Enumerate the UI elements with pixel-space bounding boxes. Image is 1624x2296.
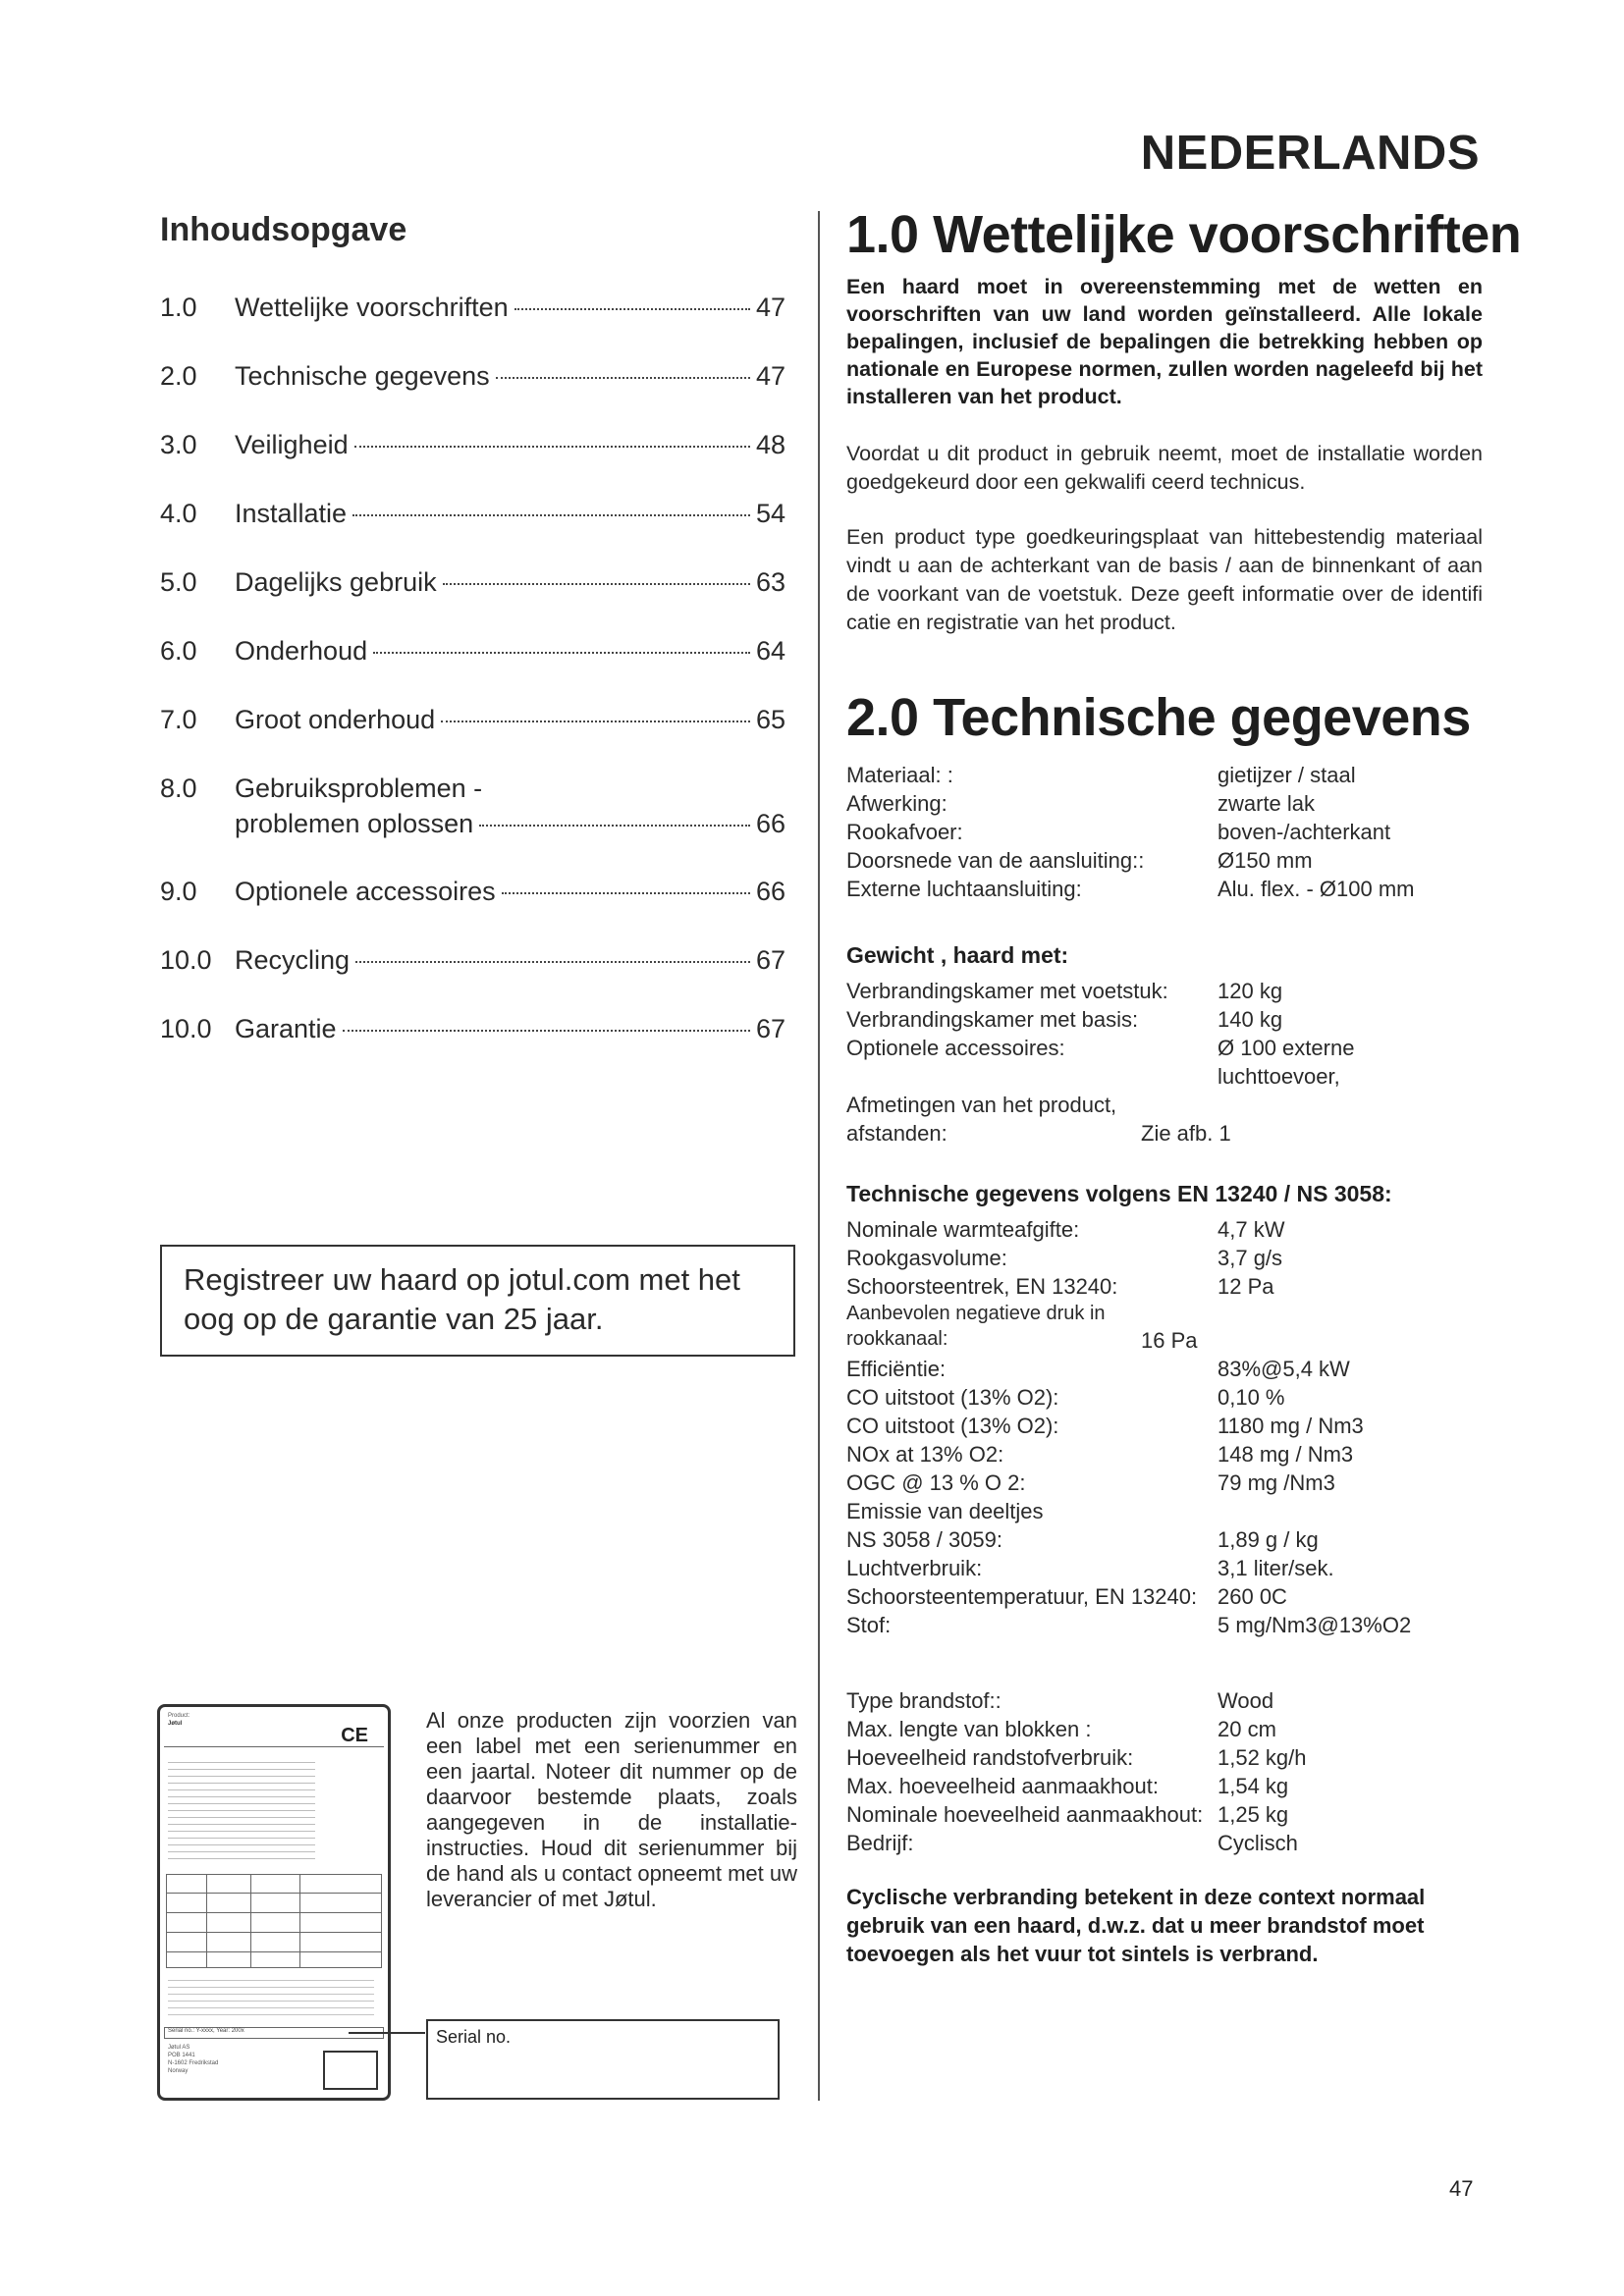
serial-number-label: Serial no. — [436, 2027, 512, 2047]
toc-label: Onderhoud — [235, 636, 368, 666]
toc-page: 54 — [755, 499, 785, 528]
toc-page: 66 — [755, 877, 785, 906]
toc-label: Wettelijke voorschriften — [235, 293, 509, 322]
toc-page: 47 — [755, 361, 785, 391]
section-1-title: 1.0 Wettelijke voorschriften — [846, 205, 1522, 264]
serial-pointer-line — [349, 2032, 425, 2034]
plate-address-line: N-1602 Fredrikstad — [168, 2060, 219, 2066]
toc-label: Garantie — [235, 1014, 337, 1043]
plate-product-label: Product: — [168, 1713, 190, 1719]
spec-row: Max. hoeveelheid aanmaakhout: 1,54 kg — [846, 1774, 1289, 1798]
spec-row: Emissie van deeltjes — [846, 1499, 1044, 1523]
plate-label-box — [323, 2051, 378, 2090]
spec-row: NOx at 13% O2: 148 mg / Nm3 — [846, 1442, 1354, 1467]
rating-plate-illustration — [157, 1704, 391, 2101]
spec-row: Nominale warmteafgifte: 4,7 kW — [846, 1217, 1285, 1242]
plate-serial-field: Serial no.: Y-xxxx, Year: 200x — [164, 2027, 384, 2039]
toc-label: Technische gegevens — [235, 361, 490, 391]
spec-row: Nominale hoeveelheid aanmaakhout: 1,25 kg — [846, 1802, 1289, 1827]
register-notice-box: Registreer uw haard op jotul.com met het oog op de garantie van 25 jaar. — [160, 1245, 795, 1357]
spec-row: NS 3058 / 3059: 1,89 g / kg — [846, 1527, 1319, 1552]
toc-page: 67 — [755, 945, 785, 975]
spec-row: Max. lengte van blokken : 20 cm — [846, 1717, 1276, 1741]
spec-row: Doorsnede van de aansluiting:: Ø150 mm — [846, 848, 1313, 873]
spec-row: Afmetingen van het product, afstanden: Zie afb. 1 — [846, 1093, 1231, 1146]
spec-row: Luchtverbruik: 3,1 liter/sek. — [846, 1556, 1334, 1580]
weight-subheading: Gewicht , haard met: — [846, 942, 1069, 968]
toc-item[interactable] — [160, 774, 785, 844]
spec-row: Type brandstof:: Wood — [846, 1688, 1274, 1713]
language-heading: NEDERLANDS — [1140, 127, 1480, 180]
cyclic-burning-note: Cyclische verbranding betekent in deze context normaal gebruik van een haard, d.w.z. dat u meer brandstof moet toevoegen als het vuur tot sintels is verbrand. — [846, 1885, 1426, 1966]
toc-page: 64 — [755, 636, 785, 666]
plate-description: Al onze producten zijn voorzien van een label met een serienummer en een jaartal. Noteer dit nummer op de daarvoor bestemde plaats, zoals aangegeven in de installatie-instructies. Houd dit serienummer bij de hand als u contact opneemt met uw leverancier of met Jøtul. — [426, 1708, 797, 1911]
toc-label: Installatie — [235, 499, 348, 528]
toc-number: 10.0 — [160, 945, 212, 975]
section-1-paragraph: Een product type goedkeuringsplaat van hittebestendig materiaal vindt u aan de achterkant van de basis / aan de binnenkant of aan de voorkant van de voetstuk. Deze geeft informatie over de identifi catie en registratie van het product. — [846, 525, 1483, 634]
toc-label: Gebruiksproblemen - — [235, 774, 483, 803]
toc-page: 63 — [755, 567, 785, 597]
spec-weight — [846, 977, 1485, 1148]
spec-row: Efficiëntie: 83%@5,4 kW — [846, 1357, 1350, 1381]
toc-number: 10.0 — [160, 1014, 212, 1043]
toc-label: Veiligheid — [235, 430, 349, 459]
spec-row: Materiaal: : gietijzer / staal — [846, 763, 1356, 787]
plate-approval-grid — [166, 1874, 382, 1968]
toc-number: 1.0 — [160, 293, 197, 322]
spec-row: Schoorsteentemperatuur, EN 13240: 260 0C — [846, 1584, 1287, 1609]
toc-label: Dagelijks gebruik — [235, 567, 437, 597]
ce-mark-icon: CE — [341, 1725, 368, 1746]
spec-fuel — [846, 1686, 1485, 1857]
spec-row: Hoeveelheid randstofverbruik: 1,52 kg/h — [846, 1745, 1307, 1770]
toc-number: 9.0 — [160, 877, 197, 906]
toc-number: 8.0 — [160, 774, 197, 803]
spec-row: Rookafvoer: boven-/achterkant — [846, 820, 1391, 844]
spec-row: Bedrijf: Cyclisch — [846, 1831, 1298, 1855]
spec-row: Afwerking: zwarte lak — [846, 791, 1316, 816]
toc-page: 67 — [755, 1014, 785, 1043]
plate-instructions-print — [168, 1974, 374, 2021]
spec-row: Optionele accessoires: Ø 100 externe luchttoevoer, — [846, 1036, 1355, 1089]
toc-label: Recycling — [235, 945, 351, 975]
plate-product-name: Jøtul — [168, 1721, 183, 1727]
section-1-intro: Een haard moet in overeenstemming met de wetten en voorschriften van uw land worden geïnstalleerd. Alle lokale bepalingen, inclusief de bepalingen die betrekking hebben op nationale en Europese normen, zullen worden nageleefd bij het installeren van het product. — [846, 275, 1483, 408]
spec-row: Aanbevolen negatieve druk in rookkanaal: 16 Pa — [846, 1303, 1198, 1353]
spec-row: Schoorsteentrek, EN 13240: 12 Pa — [846, 1274, 1274, 1299]
tech-subheading: Technische gegevens volgens EN 13240 / NS 3058: — [846, 1181, 1392, 1206]
toc-number: 2.0 — [160, 361, 197, 391]
toc-page: 65 — [755, 705, 785, 734]
toc-page: 47 — [755, 293, 785, 322]
spec-row: Verbrandingskamer met voetstuk: 120 kg — [846, 979, 1283, 1003]
toc-page: 66 — [755, 809, 785, 838]
toc-title: Inhoudsopgave — [160, 211, 407, 248]
spec-row: Externe luchtaansluiting: Alu. flex. - Ø100 mm — [846, 877, 1415, 901]
section-1-paragraph: Voordat u dit product in gebruik neemt, moet de installatie worden goedgekeurd door een gekwalifi ceerd technicus. — [846, 442, 1483, 494]
spec-row: CO uitstoot (13% O2): 1180 mg / Nm3 — [846, 1414, 1364, 1438]
spec-row: Rookgasvolume: 3,7 g/s — [846, 1246, 1283, 1270]
column-divider — [818, 211, 820, 2101]
toc-number: 4.0 — [160, 499, 197, 528]
toc-label-continued: problemen oplossen — [235, 809, 474, 838]
spec-row: Stof: 5 mg/Nm3@13%O2 — [846, 1613, 1412, 1637]
spec-row: CO uitstoot (13% O2): 0,10 % — [846, 1385, 1285, 1410]
serial-number-field[interactable] — [426, 2019, 780, 2100]
toc-number: 7.0 — [160, 705, 197, 734]
plate-country: Norway — [168, 2068, 189, 2074]
spec-row: OGC @ 13 % O 2: 79 mg /Nm3 — [846, 1470, 1335, 1495]
spec-technical — [846, 1215, 1485, 1639]
spec-row: Verbrandingskamer met basis: 140 kg — [846, 1007, 1283, 1032]
toc-number: 5.0 — [160, 567, 197, 597]
toc-number: 3.0 — [160, 430, 197, 459]
toc-number: 6.0 — [160, 636, 197, 666]
toc-page: 48 — [755, 430, 785, 459]
toc-label: Groot onderhoud — [235, 705, 436, 734]
page-number: 47 — [1449, 2176, 1474, 2201]
spec-general — [846, 761, 1485, 903]
toc-label: Optionele accessoires — [235, 877, 496, 906]
section-2-title: 2.0 Technische gegevens — [846, 688, 1471, 747]
plate-fine-print — [168, 1756, 315, 1864]
plate-manufacturer: Jøtul AS — [168, 2045, 190, 2051]
plate-address-line: POB 1441 — [168, 2053, 195, 2058]
